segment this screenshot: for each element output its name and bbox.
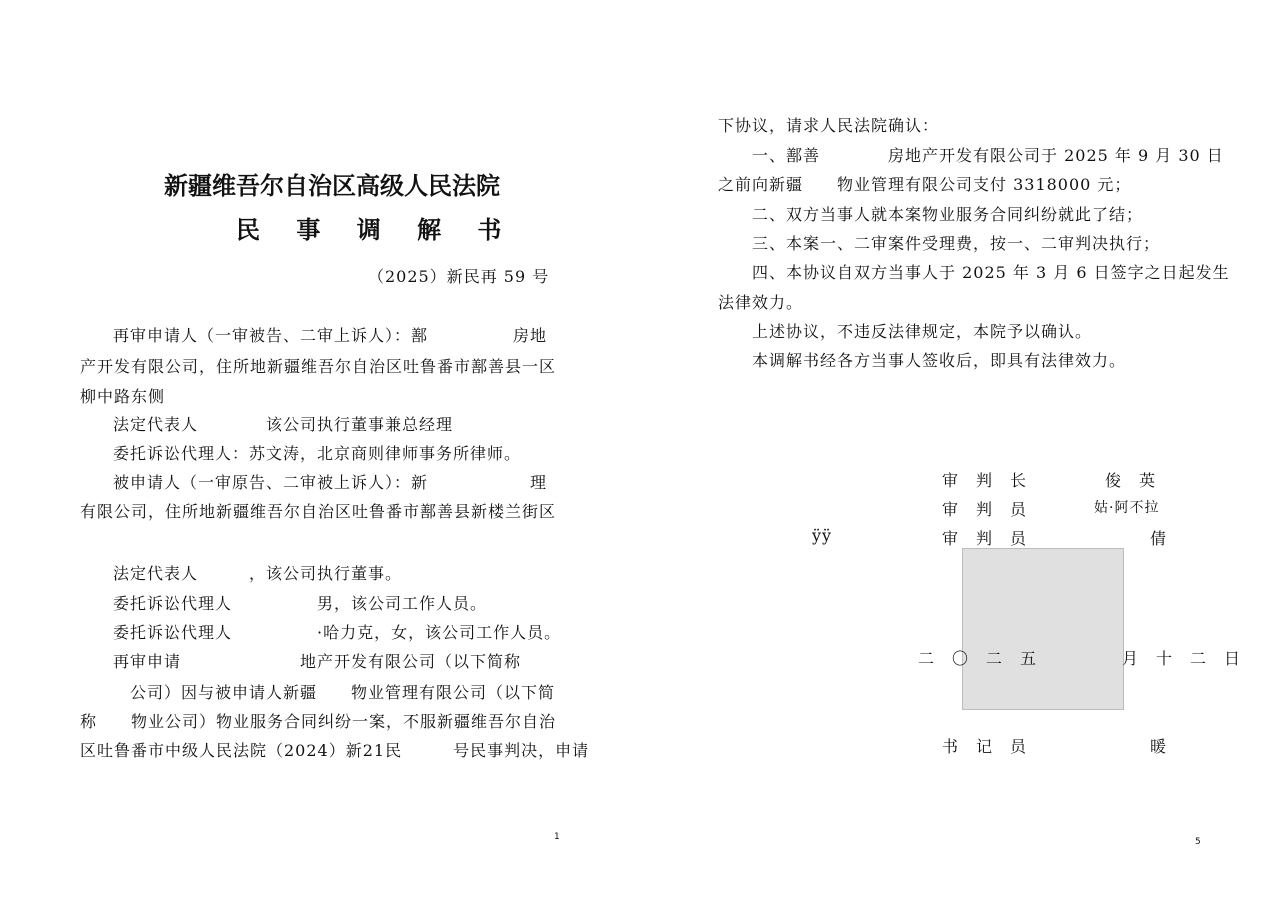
body-line: 三、本案一、二审案件受理费，按一、二审判决执行； xyxy=(752,234,1161,253)
body-line: 二、双方当事人就本案物业服务合同纠纷就此了结； xyxy=(752,205,1144,224)
body-line: 法律效力。 xyxy=(718,293,804,312)
court-name: 新疆维吾尔自治区高级人民法院 xyxy=(164,171,500,200)
body-line: 公司）因与被申请人新疆 物业管理有限公司（以下简 xyxy=(130,683,556,702)
body-line: 上述协议，不违反法律规定，本院予以确认。 xyxy=(752,322,1093,341)
page-number: 1 xyxy=(554,832,560,842)
body-line: 之前向新疆 物业管理有限公司支付 3318000 元； xyxy=(718,175,1132,194)
document-date: 二 〇 二 五 月 十 二 日 xyxy=(918,649,1242,668)
body-line: 委托诉讼代理人 男，该公司工作人员。 xyxy=(113,594,488,613)
signature-name: 倩 xyxy=(1150,529,1168,548)
signature-role: 审 判 员 xyxy=(942,500,1028,519)
body-line: 再审申请人（一审被告、二审上诉人）：鄯 房地 xyxy=(113,326,548,345)
body-line: 本调解书经各方当事人签收后，即具有法律效力。 xyxy=(752,351,1127,370)
signature-role: 审 判 员 xyxy=(942,529,1028,548)
signature-role: 审 判 长 xyxy=(942,471,1028,490)
page-number: 5 xyxy=(1195,837,1201,847)
body-line: 柳中路东侧 xyxy=(80,387,166,406)
signature-name: 俊 英 xyxy=(1105,471,1157,490)
body-line: 被申请人（一审原告、二审被上诉人）：新 理 xyxy=(113,473,548,492)
body-line: 法定代表人 ，该公司执行董事。 xyxy=(113,564,403,583)
body-line: 下协议，请求人民法院确认： xyxy=(718,116,940,135)
body-line: 称 物业公司）物业服务合同纠纷一案，不服新疆维吾尔自治 xyxy=(80,712,557,731)
body-line: 四、本协议自双方当事人于 2025 年 3 月 6 日签字之日起发生 xyxy=(752,263,1230,282)
body-line: 委托诉讼代理人 ·哈力克，女，该公司工作人员。 xyxy=(113,623,562,642)
case-number: （2025）新民再 59 号 xyxy=(368,267,550,286)
clerk-name: 暖 xyxy=(1150,737,1168,756)
document-type-title: 民 事 调 解 书 xyxy=(236,215,516,244)
court-seal-stamp xyxy=(962,548,1124,710)
body-line: 委托诉讼代理人：苏文涛，北京商则律师事务所律师。 xyxy=(113,444,522,463)
signature-name: 姑·阿不拉 xyxy=(1094,500,1160,516)
body-line: 有限公司，住所地新疆维吾尔自治区吐鲁番市鄯善县新楼兰街区 xyxy=(80,502,557,521)
stray-mark: ÿÿ xyxy=(812,526,833,545)
body-line: 法定代表人 该公司执行董事兼总经理 xyxy=(113,415,454,434)
body-line: 再审申请 地产开发有限公司（以下简称 xyxy=(113,652,522,671)
clerk-role: 书 记 员 xyxy=(942,737,1028,756)
body-line: 区吐鲁番市中级人民法院（2024）新21民 号民事判决，申请 xyxy=(80,741,590,760)
body-line: 一、鄯善 房地产开发有限公司于 2025 年 9 月 30 日 xyxy=(752,146,1224,165)
body-line: 产开发有限公司，住所地新疆维吾尔自治区吐鲁番市鄯善县一区 xyxy=(80,357,557,376)
